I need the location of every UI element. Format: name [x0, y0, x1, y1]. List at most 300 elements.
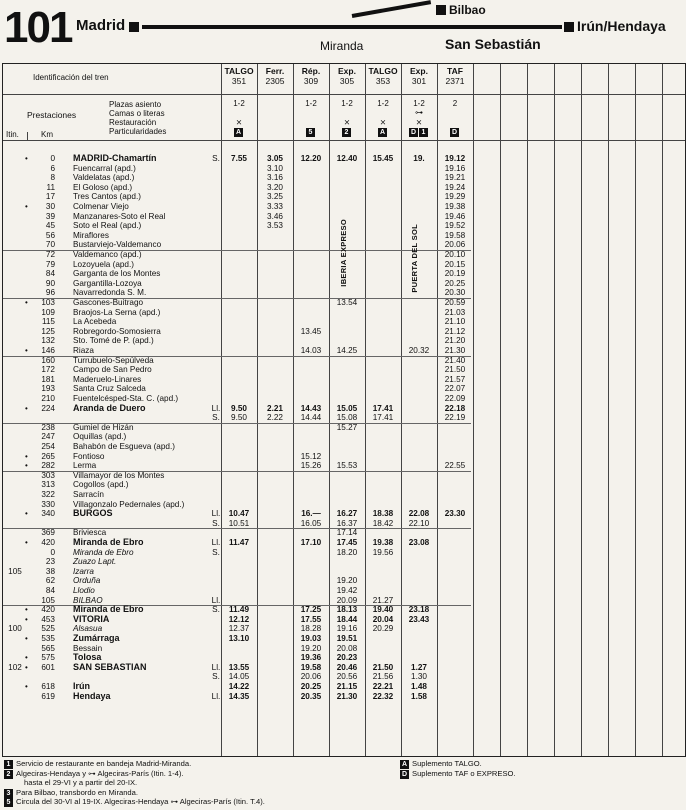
time-cell: 15.12 — [300, 451, 322, 461]
footnote-text: Para Bilbao, transbordo en Miranda. — [16, 787, 138, 797]
time-cell: 15.08 — [336, 413, 358, 423]
station-marker: • — [25, 634, 28, 643]
prest-rest: ⨯ — [343, 117, 351, 127]
station-marker: • — [25, 509, 28, 519]
time-cell: 17.45 — [336, 538, 358, 547]
station-row — [3, 192, 685, 202]
station-km: 181 — [41, 374, 55, 384]
station-km: 420 — [41, 538, 55, 547]
time-cell: 16.37 — [336, 518, 358, 528]
time-cell: 22.55 — [444, 461, 466, 471]
itin-label: Itin. — [6, 130, 19, 139]
station-row — [3, 183, 685, 193]
station-km: 193 — [41, 384, 55, 394]
station-name: Briviesca — [73, 528, 107, 538]
station-row — [3, 461, 685, 471]
time-cell: 17.41 — [372, 403, 394, 413]
time-cell: 1.27 — [411, 662, 427, 672]
route-number: 101 — [4, 3, 72, 52]
station-km: 224 — [41, 403, 55, 413]
station-km: 17 — [45, 192, 55, 202]
time-cell: 17.25 — [300, 605, 322, 615]
station-name: Navarredonda S. M. — [73, 288, 147, 298]
station-name: Villamayor de los Montes — [73, 470, 165, 480]
arr-dep-marker: S. — [212, 154, 220, 163]
itinerary-number: 100 — [8, 624, 22, 634]
time-cell: 14.43 — [300, 403, 322, 413]
station-row — [3, 432, 685, 442]
station-km: 369 — [41, 528, 55, 538]
station-row — [3, 298, 685, 308]
time-cell: 22.18 — [444, 403, 466, 413]
station-km: 79 — [45, 259, 55, 269]
train-header — [401, 67, 437, 86]
time-cell: 20.56 — [336, 672, 358, 682]
time-cell: 19.16 — [444, 163, 466, 173]
time-cell: 1.58 — [411, 691, 427, 701]
station-name: Lerma — [73, 461, 97, 471]
time-cell: 20.30 — [444, 288, 466, 298]
time-cell: 19.52 — [444, 221, 466, 231]
station-name: Orduña — [73, 576, 101, 586]
time-cell: 19.51 — [336, 634, 358, 643]
station-name: Hendaya — [73, 690, 111, 701]
station-row — [3, 480, 685, 490]
time-cell: 19.36 — [300, 653, 322, 663]
train-type: TAF — [447, 66, 463, 76]
footnote-text: Suplemento TAF o EXPRESO. — [412, 768, 516, 778]
time-cell: 22.19 — [444, 413, 466, 423]
time-cell: 20.29 — [372, 624, 394, 634]
station-name: Lozoyuela (apd.) — [73, 259, 134, 269]
time-cell: 16.05 — [300, 518, 322, 528]
footnote-text: Suplemento TALGO. — [412, 759, 482, 768]
time-cell: 3.33 — [267, 202, 283, 211]
time-cell: 13.10 — [228, 634, 250, 643]
station-name: BILBAO — [73, 595, 103, 605]
station-name: Tres Cantos (apd.) — [73, 192, 141, 202]
station-row — [3, 356, 685, 366]
station-name: Izarra — [73, 566, 94, 576]
station-row — [3, 452, 685, 462]
station-km: 6 — [50, 163, 55, 173]
arr-dep-marker: S. — [212, 413, 220, 423]
station-name: MADRID-Chamartín — [73, 153, 157, 163]
time-cell: 3.16 — [267, 173, 283, 183]
train-number: 309 — [303, 75, 319, 86]
via-san-sebastian: San Sebastián — [445, 36, 541, 52]
branch-line — [352, 0, 431, 18]
time-cell: 15.26 — [300, 461, 322, 471]
time-cell: 21.50 — [444, 365, 466, 375]
station-name: Sto. Tomé de P. (apd.) — [73, 336, 154, 346]
time-cell: 16.27 — [336, 509, 358, 519]
time-cell: 19.21 — [444, 173, 466, 183]
train-number: 351 — [231, 75, 247, 86]
station-row — [3, 375, 685, 385]
station-marker: • — [25, 154, 28, 163]
station-km: 115 — [41, 317, 55, 327]
station-km: 84 — [45, 586, 55, 595]
station-row — [3, 173, 685, 183]
time-cell: 18.42 — [372, 518, 394, 528]
station-marker: • — [25, 662, 28, 672]
station-km: 84 — [45, 269, 55, 279]
station-name: Riaza — [73, 346, 94, 355]
time-cell: 22.08 — [408, 509, 430, 519]
station-km: 313 — [41, 480, 55, 490]
time-cell: 1.48 — [411, 682, 427, 691]
station-km: 322 — [41, 490, 55, 499]
time-cell: 20.46 — [336, 662, 358, 672]
time-cell: 16.— — [301, 509, 321, 519]
time-cell: 21.10 — [444, 317, 466, 327]
time-cell: 14.35 — [228, 691, 250, 701]
time-cell: 20.25 — [444, 278, 466, 288]
time-cell: 15.05 — [336, 403, 358, 413]
station-name: Garganta de los Montes — [73, 269, 161, 279]
time-cell: 22.09 — [444, 394, 466, 403]
station-row — [3, 644, 685, 654]
footnote-key: 1 — [4, 760, 13, 769]
time-cell: 12.37 — [228, 624, 250, 634]
station-marker: • — [25, 451, 28, 461]
station-km: 535 — [41, 634, 55, 643]
station-name: Valdemanco (apd.) — [73, 250, 142, 259]
station-row — [3, 490, 685, 500]
time-cell: 20.59 — [444, 298, 466, 307]
station-name: Braojos-La Serna (apd.) — [73, 307, 161, 317]
time-cell: 22.07 — [444, 384, 466, 394]
footnote-text: Servicio de restaurante en bandeja Madrid-Miranda. — [16, 759, 192, 768]
station-km: 30 — [45, 202, 55, 211]
station-row — [3, 548, 685, 558]
station-km: 238 — [41, 422, 55, 432]
time-cell: 21.03 — [444, 307, 466, 317]
prest-plazas: 1-2 — [413, 99, 425, 108]
time-cell: 21.30 — [336, 691, 358, 701]
time-cell: 21.27 — [372, 595, 394, 605]
station-name: Bessain — [73, 643, 103, 653]
time-cell: 22.32 — [372, 691, 394, 701]
station-km: 146 — [41, 346, 55, 355]
station-name: Santa Cruz Salceda — [73, 384, 146, 394]
time-cell: 22.21 — [372, 682, 394, 691]
time-cell: 14.22 — [228, 682, 250, 691]
station-name: Valdelatas (apd.) — [73, 173, 135, 183]
prest-plazas: 1-2 — [377, 99, 389, 108]
prest-part: A — [379, 128, 386, 136]
train-type: Exp. — [410, 66, 428, 76]
station-km: 39 — [45, 211, 55, 221]
time-cell: 20.06 — [300, 672, 322, 682]
station-row — [3, 567, 685, 577]
train-type: TALGO — [368, 66, 398, 76]
timetable — [2, 63, 686, 757]
station-km: 265 — [41, 451, 55, 461]
train-number: 2305 — [265, 75, 285, 86]
footnote-key: 5 — [4, 798, 13, 807]
station-km: 8 — [50, 173, 55, 183]
time-cell: 19.29 — [444, 192, 466, 202]
time-cell: 11.47 — [228, 538, 250, 547]
time-cell: 21.15 — [336, 682, 358, 691]
prest-part: D 1 — [401, 127, 437, 137]
time-cell: 15.27 — [336, 422, 358, 432]
time-cell: 17.55 — [300, 614, 322, 624]
destination-marker-icon — [564, 22, 574, 32]
station-name: Irún — [73, 681, 90, 691]
prest-part: D — [451, 128, 458, 136]
station-name: Alsasua — [73, 624, 103, 634]
time-cell: 22.10 — [408, 518, 430, 528]
time-cell: 12.12 — [228, 614, 250, 624]
time-cell: 20.23 — [336, 653, 358, 663]
station-km: 247 — [41, 432, 55, 442]
puerta-del-sol-label: PUERTA DEL SOL — [410, 224, 419, 293]
station-row — [3, 423, 685, 433]
time-cell: 13.55 — [228, 662, 250, 672]
station-km: 70 — [45, 240, 55, 250]
time-cell: 17.14 — [336, 528, 358, 538]
station-km: 0 — [50, 154, 55, 163]
time-cell: 3.25 — [267, 192, 283, 202]
time-cell: 21.56 — [372, 672, 394, 682]
prest-plazas: 1-2 — [305, 99, 317, 108]
station-name: Colmenar Viejo — [73, 202, 129, 211]
time-cell: 19.38 — [444, 202, 466, 211]
station-marker: • — [25, 605, 28, 615]
time-cell: 19.58 — [300, 662, 322, 672]
time-cell: 23.18 — [408, 605, 430, 615]
train-header — [437, 67, 473, 86]
time-cell: 20.32 — [408, 346, 430, 355]
station-name: Gargantilla-Lozoya — [73, 278, 142, 288]
time-cell: 21.50 — [372, 662, 394, 672]
station-name: Fuencarral (apd.) — [73, 163, 136, 173]
station-row — [3, 615, 685, 625]
time-cell: 9.50 — [231, 403, 247, 413]
station-km: 618 — [41, 682, 55, 691]
time-cell: 17.41 — [372, 413, 394, 423]
time-cell: 20.35 — [300, 691, 322, 701]
station-km: 103 — [41, 298, 55, 307]
station-row — [3, 519, 685, 529]
station-name: Oquillas (apd.) — [73, 432, 127, 442]
station-name: Turrubuelo-Sepúlveda — [73, 355, 154, 365]
iberia-expreso-label: IBERIA EXPRESO — [339, 219, 348, 287]
time-cell: 14.25 — [336, 346, 358, 355]
time-cell: 3.46 — [267, 211, 283, 221]
station-name: Fontioso — [73, 451, 105, 461]
branch-marker-icon — [436, 5, 446, 15]
time-cell: 21.57 — [444, 374, 466, 384]
footnote — [4, 788, 138, 798]
station-km: 420 — [41, 605, 55, 615]
station-km: 340 — [41, 509, 55, 519]
time-cell: 19.58 — [444, 230, 466, 240]
station-km: 105 — [41, 595, 55, 605]
origin-label: Madrid — [76, 17, 126, 34]
station-name: Robregordo-Somosierra — [73, 326, 161, 336]
station-name: Zuazo Lapt. — [73, 557, 117, 567]
arr-dep-marker: S. — [212, 547, 220, 557]
time-cell: 14.44 — [300, 413, 322, 423]
time-cell: 14.03 — [300, 346, 322, 355]
time-cell: 3.20 — [267, 182, 283, 192]
footnote-key: D — [401, 770, 408, 778]
footnote-text: Algeciras-Hendaya y ⊶ Algeciras-París (Itin. 1-4). — [16, 768, 184, 778]
time-cell: 18.20 — [336, 547, 358, 557]
footnote — [4, 797, 265, 807]
prest-part: 5 — [293, 127, 329, 137]
arr-dep-marker: Ll. — [211, 509, 221, 519]
station-km: 160 — [41, 355, 55, 365]
arr-dep-marker: Ll. — [211, 403, 221, 413]
arr-dep-marker: S. — [212, 605, 220, 615]
station-km: 565 — [41, 643, 55, 653]
station-row — [3, 576, 685, 586]
destination-label: Irún/Hendaya — [577, 18, 666, 34]
station-km: 254 — [41, 442, 55, 451]
station-name: BURGOS — [73, 508, 113, 519]
station-name: VITORIA — [73, 613, 110, 624]
station-km: 210 — [41, 394, 55, 403]
train-type: Rép. — [301, 66, 321, 76]
prest-part: A — [235, 128, 242, 136]
footnote — [400, 759, 482, 769]
station-row — [3, 663, 685, 673]
train-header — [293, 67, 329, 86]
station-marker: • — [25, 682, 28, 691]
train-header — [221, 67, 257, 86]
train-type: Ferr. — [265, 66, 285, 76]
station-km: 109 — [41, 307, 55, 317]
station-name: Sarracín — [73, 490, 104, 499]
prest-plazas: Plazas asiento — [109, 100, 162, 109]
time-cell: 20.10 — [444, 250, 466, 259]
time-cell: 20.09 — [336, 595, 358, 605]
origin-marker-icon — [129, 22, 139, 32]
time-cell: 19. — [413, 154, 425, 163]
time-cell: 20.08 — [336, 643, 358, 653]
station-name: El Goloso (apd.) — [73, 182, 133, 192]
time-cell: 21.30 — [444, 346, 466, 355]
time-cell: 12.40 — [336, 154, 358, 163]
train-header — [365, 67, 401, 86]
station-row — [3, 327, 685, 337]
station-km: 132 — [41, 336, 55, 346]
time-cell: 13.54 — [336, 298, 358, 307]
station-marker: • — [25, 461, 28, 471]
time-cell: 19.42 — [336, 586, 358, 595]
footnote-text: hasta el 29-VI y a partir del 20-IX. — [24, 778, 138, 788]
station-km: 619 — [41, 691, 55, 701]
station-km: 330 — [41, 499, 55, 509]
station-km: 601 — [41, 662, 55, 672]
time-cell: 20.06 — [444, 240, 466, 250]
station-name: Miraflores — [73, 230, 109, 240]
time-cell: 2.22 — [267, 413, 283, 423]
time-cell: 13.45 — [300, 326, 322, 336]
time-cell: 14.05 — [228, 672, 250, 682]
time-cell: 19.20 — [300, 643, 322, 653]
prest-plazas: 2 — [452, 99, 458, 108]
time-cell: 21.12 — [444, 326, 466, 336]
time-cell: 19.03 — [300, 634, 322, 643]
time-cell: 21.20 — [444, 336, 466, 346]
time-cell: 20.25 — [300, 682, 322, 691]
station-name: Bustarviejo-Valdemanco — [73, 240, 162, 250]
time-cell: 12.20 — [300, 154, 322, 163]
time-cell: 2.21 — [267, 403, 283, 413]
station-row — [3, 634, 685, 644]
footnote — [4, 778, 137, 788]
prest-camas: Camas o literas — [109, 109, 165, 118]
station-marker: • — [25, 614, 28, 624]
time-cell: 20.04 — [372, 614, 394, 624]
time-cell: 20.19 — [444, 269, 466, 279]
station-km: 282 — [41, 461, 55, 471]
station-km: 23 — [45, 557, 55, 567]
station-name: Villagonzalo Pedernales (apd.) — [73, 499, 185, 509]
station-name: La Acebeda — [73, 317, 117, 327]
station-row — [3, 471, 685, 481]
train-header — [257, 67, 293, 86]
time-cell: 21.40 — [444, 355, 466, 365]
time-cell: 17.10 — [300, 538, 322, 547]
time-cell: 15.45 — [372, 154, 394, 163]
station-row — [3, 692, 685, 702]
time-cell: 7.55 — [231, 154, 247, 163]
time-cell: 19.24 — [444, 182, 466, 192]
footnote-key: A — [401, 761, 408, 768]
train-id-label: Identificación del tren — [33, 73, 109, 82]
time-cell: 19.56 — [372, 547, 394, 557]
station-row — [3, 557, 685, 567]
time-cell: 11.49 — [228, 605, 250, 615]
arr-dep-marker: Ll. — [211, 595, 221, 605]
train-type: Exp. — [338, 66, 356, 76]
station-km: 56 — [45, 230, 55, 240]
prest-plazas: 1-2 — [233, 99, 245, 108]
branch-label: Bilbao — [449, 3, 486, 17]
train-number: 353 — [375, 75, 391, 86]
station-marker: • — [25, 653, 28, 663]
station-name: Zumárraga — [73, 633, 120, 643]
prest-restauracion: Restauración — [109, 118, 157, 127]
station-row — [3, 586, 685, 596]
station-name: Miranda de Ebro — [73, 537, 144, 547]
station-name: Tolosa — [73, 652, 102, 663]
station-row — [3, 308, 685, 318]
time-cell: 18.38 — [372, 509, 394, 519]
station-name: Cogollos (apd.) — [73, 480, 129, 490]
time-cell: 15.53 — [336, 461, 358, 471]
prest-part: 2 — [329, 127, 365, 137]
arr-dep-marker: S. — [212, 672, 220, 682]
station-name: Campo de San Pedro — [73, 365, 152, 375]
station-km: 172 — [41, 365, 55, 375]
station-km: 38 — [45, 566, 55, 576]
station-name: Aranda de Duero — [73, 402, 146, 413]
station-km: 525 — [41, 624, 55, 634]
station-name: Manzanares-Soto el Real — [73, 211, 166, 221]
station-km: 96 — [45, 288, 55, 298]
station-name: Fuentelcésped-Sta. C. (apd.) — [73, 394, 179, 403]
time-cell: 19.38 — [372, 538, 394, 547]
time-cell: 1.30 — [411, 672, 427, 682]
